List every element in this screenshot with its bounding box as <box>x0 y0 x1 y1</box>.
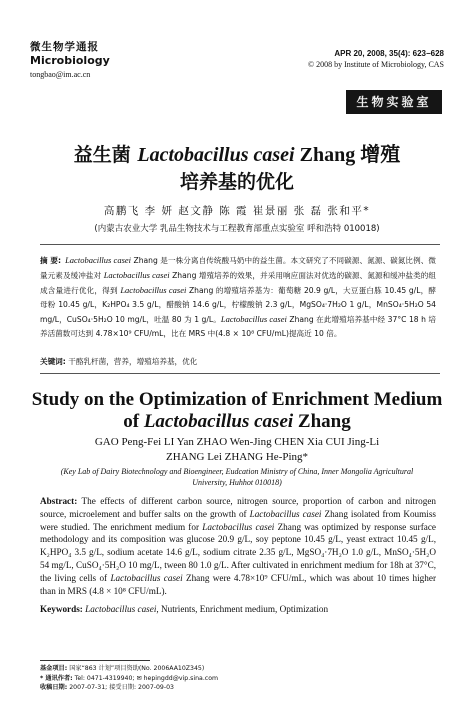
cn-abstract-text-3: Zhang 增殖培养的效果，并采用响应面法对优选的碳源、氮源和缓冲盐类的组成含量进行优化，得到 <box>40 271 436 295</box>
en-title-line1: Study on the Optimization of Enrichment Medium <box>31 389 443 410</box>
cn-keywords-text: 干酪乳杆菌，营养，增殖培养基，优化 <box>65 357 198 366</box>
cn-keywords-label: 关键词: <box>40 357 66 366</box>
dates-text: 2007-07-31; 接受日期: 2007-09-03 <box>67 684 174 691</box>
footnote <box>40 664 440 693</box>
journal-name-en: Microbiology <box>30 54 110 67</box>
cn-affiliation: (内蒙古农业大学 乳品生物技术与工程教育部重点实验室 呼和浩特 010018) <box>94 224 380 234</box>
cn-abstract-latin-1: Lactobacillus casei <box>65 255 132 265</box>
copyright-line: © 2008 by Institute of Microbiology, CAS <box>308 60 444 69</box>
fund-label: 基金项目: <box>40 665 68 672</box>
cn-abstract-latin-3: Lactobacillus casei <box>120 285 187 295</box>
citation-block <box>308 48 444 70</box>
cn-abstract-label: 摘 要: <box>40 256 62 265</box>
cn-abstract-text-5: Zhang 在此增殖培养基中经 37°C 18 h 培养活菌数可达到 4.78×10⁹ CFU/mL，比在 MRS 中(4.8 × 10⁸ CFU/mL)提高近 10 倍。 <box>40 315 436 338</box>
cn-title-pre: 益生菌 <box>73 144 138 166</box>
cn-abstract <box>40 253 436 341</box>
en-title-line2 <box>0 410 474 433</box>
en-abstract-text-2: Zhang isolated from Koumiss were studied. The enrichment medium for <box>40 508 436 532</box>
contact-label: * 通讯作者: <box>40 674 73 682</box>
dates-label: 收稿日期: <box>40 684 68 691</box>
fund-text: 国家“863 计划”项目资助(No. 2006AA10Z345) <box>67 665 205 672</box>
en-authors-line1: GAO Peng-Fei LI Yan ZHAO Wen-Jing CHEN Xia CUI Jing-Li <box>94 436 380 448</box>
divider-middle <box>40 373 440 374</box>
en-abstract <box>40 495 436 597</box>
citation-line: APR 20, 2008, 35(4): 623−628 <box>334 49 444 58</box>
cn-abstract-latin-2: Lactobacillus casei <box>103 270 170 280</box>
en-keywords-text: , Nutrients, Enrichment medium, Optimization <box>156 604 329 614</box>
divider-top <box>40 244 440 245</box>
section-badge: 生物实验室 <box>346 90 442 114</box>
en-abstract-text-3: Zhang was optimized by response surface methodology and its composition was glucose 20.9 g/L, soy peptone 10.45 g/L, yeast extract 10.45 g/L, K₂HPO₄ 3.5 g/L, sodium acetate 14.6 g/L, sodium citrate 2.35 g/L, MgSO₄·7H₂O 1.0 g/L, MnSO₄·5H₂O 54 mg/L, CuSO₄·5H₂O 10 mg/L, tween 80 1.0 g/L. After cultivated in enrichment medium for 18h at 37°C, the living cells of <box>40 521 436 583</box>
cn-abstract-latin-4: Lactobacillus casei <box>220 314 287 324</box>
en-abstract-label: Abstract: <box>40 496 78 506</box>
en-abstract-latin-2: Lactobacillus casei <box>202 521 275 532</box>
cn-title-latin: Lactobacillus casei <box>137 144 295 166</box>
en-abstract-text-1: The effects of different carbon source, nitrogen source, proportion of carbon and nitrogen source, microelement and buffer salts on the growth of <box>40 496 436 519</box>
en-affiliation: (Key Lab of Dairy Biotechnology and Bioengineer, Eudcation Ministry of China, Inner Mongolia Agricultural University, Huhhot 010018) <box>60 467 414 487</box>
en-keywords-latin: Lactobacillus casei <box>85 604 157 614</box>
cn-title-line2: 培养基的优化 <box>179 171 294 193</box>
footnote-dates <box>40 683 440 693</box>
journal-name-cn: 微生物学通报 <box>30 41 99 53</box>
footnote-contact <box>40 674 440 684</box>
en-abstract-latin-1: Lactobacillus casei <box>249 508 322 519</box>
en-title-pre: of <box>123 411 144 432</box>
cn-title-line1 <box>0 143 474 167</box>
cn-keywords <box>40 356 436 367</box>
en-authors-line2: ZHANG Lei ZHANG He-Ping* <box>165 451 309 463</box>
contact-text: Tel: 0471-4319940; ✉ hepingdd@vip.sina.com <box>72 674 219 682</box>
cn-abstract-text-4: Zhang 的增殖培养基为：葡萄糖 20.9 g/L，大豆蛋白胨 10.45 g/L，酵母粉 10.45 g/L，K₂HPO₄ 3.5 g/L，醋酸钠 14.6 g/L，柠檬酸钠 2.3 g/L，MgSO₄·7H₂O 1 g/L，MnSO₄·5H₂O 54 mg/L，CuSO₄·5H₂O 10 mg/L，吐温 80 为 1 g/L。 <box>40 286 436 324</box>
cn-title-post: Zhang 增殖 <box>294 144 401 166</box>
en-abstract-text-4: Zhang were 4.78×10⁹ CFU/mL, which was about 10 times higher than in MRS (4.8 × 10⁸ CFU/mL). <box>40 572 437 596</box>
journal-email: tongbao@im.ac.cn <box>30 70 91 79</box>
footnote-fund <box>40 664 440 674</box>
en-keywords-label: Keywords: <box>40 604 83 614</box>
en-title-latin: Lactobacillus casei <box>143 411 294 432</box>
journal-masthead <box>30 41 190 81</box>
en-title-post: Zhang <box>293 411 351 432</box>
cn-authors: 高鹏飞 李 妍 赵文静 陈 霞 崔景丽 张 磊 张和平* <box>103 205 371 217</box>
en-abstract-latin-3: Lactobacillus casei <box>110 572 183 583</box>
footnote-rule <box>40 660 150 661</box>
cn-abstract-text-2: Zhang 是一株分离自传统酸马奶中的益生菌。本文研究了不同碳源、氮源、碳氮比例、微量元素及缓冲盐对 <box>40 256 436 280</box>
en-keywords <box>40 604 436 614</box>
